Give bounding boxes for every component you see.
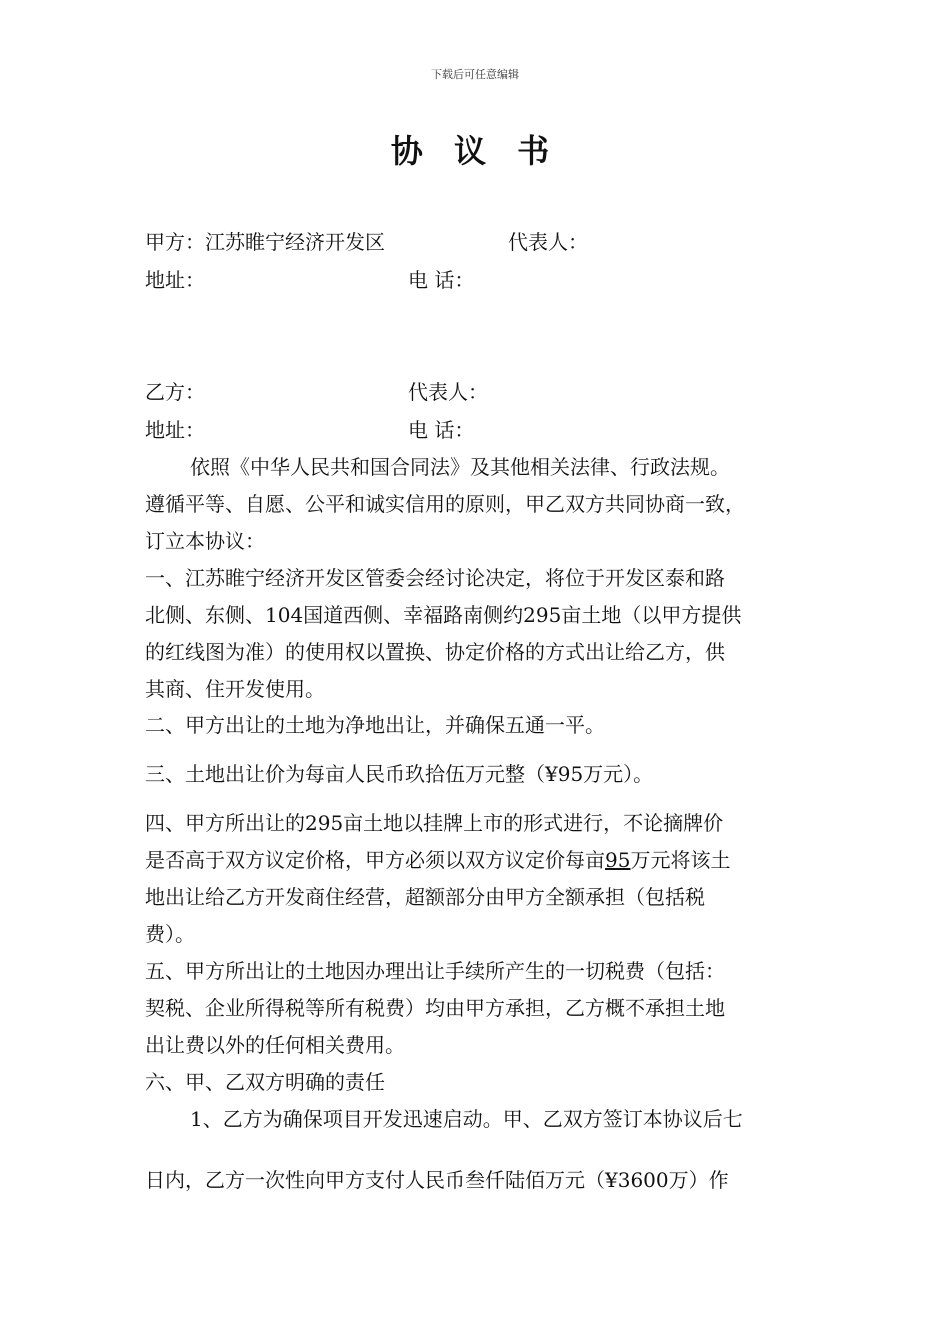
document-title: 协 议 书 bbox=[390, 132, 560, 170]
clause-5-line-2: 契税、企业所得税等所有税费）均由甲方承担，乙方概不承担土地 bbox=[145, 996, 725, 1020]
party-a-phone: 电 话： bbox=[408, 268, 475, 292]
party-b-representative: 代表人： bbox=[408, 380, 488, 404]
party-b-phone: 电 话： bbox=[408, 418, 475, 442]
clause-4-line-2 bbox=[145, 846, 730, 874]
clause-3: 三、土地出让价为每亩人民币玖拾伍万元整（¥95万元）。 bbox=[145, 762, 654, 786]
clause-4-line-3: 地出让给乙方开发商住经营，超额部分由甲方全额承担（包括税 bbox=[145, 885, 705, 909]
party-a-address: 地址： bbox=[145, 268, 205, 292]
preamble-line-2: 遵循平等、自愿、公平和诚实信用的原则，甲乙双方共同协商一致， bbox=[145, 492, 745, 516]
clause-4-price-underlined: 95 bbox=[605, 848, 631, 872]
clause-1-line-1: 一、江苏睢宁经济开发区管委会经讨论决定，将位于开发区泰和路 bbox=[145, 566, 725, 590]
clause-1-line-3: 的红线图为准）的使用权以置换、协定价格的方式出让给乙方，供 bbox=[145, 640, 725, 664]
party-b-name: 乙方： bbox=[145, 380, 205, 404]
clause-6-heading: 六、甲、乙双方明确的责任 bbox=[145, 1070, 385, 1094]
clause-5-line-1: 五、甲方所出让的土地因办理出让手续所产生的一切税费（包括： bbox=[145, 959, 725, 983]
clause-6-item-1-line-1: 1、乙方为确保项目开发迅速启动。甲、乙双方签订本协议后七 bbox=[190, 1107, 743, 1131]
clause-5-line-3: 出让费以外的任何相关费用。 bbox=[145, 1033, 405, 1057]
clause-4-line-2-text-b: 万元将该土 bbox=[630, 848, 731, 872]
clause-1-line-2: 北侧、东侧、104国道西侧、幸福路南侧约295亩土地（以甲方提供 bbox=[145, 603, 742, 627]
party-b-address: 地址： bbox=[145, 418, 205, 442]
party-a-representative: 代表人： bbox=[508, 230, 588, 254]
clause-6-item-1-line-2: 日内，乙方一次性向甲方支付人民币叁仟陆佰万元（¥3600万）作 bbox=[145, 1168, 729, 1192]
preamble-line-1: 依照《中华人民共和国合同法》及其他相关法律、行政法规。 bbox=[190, 455, 730, 479]
header-note: 下载后可任意编辑 bbox=[431, 68, 519, 81]
clause-4-line-4: 费）。 bbox=[145, 922, 195, 946]
party-a-name: 甲方：江苏睢宁经济开发区 bbox=[145, 230, 385, 254]
preamble-line-3: 订立本协议： bbox=[145, 529, 265, 553]
clause-4-line-1: 四、甲方所出让的295亩土地以挂牌上市的形式进行，不论摘牌价 bbox=[145, 811, 724, 835]
clause-2: 二、甲方出让的土地为净地出让，并确保五通一平。 bbox=[145, 713, 605, 737]
clause-1-line-4: 其商、住开发使用。 bbox=[145, 677, 325, 701]
clause-4-line-2-text-a: 是否高于双方议定价格，甲方必须以双方议定价每亩 bbox=[145, 848, 605, 872]
